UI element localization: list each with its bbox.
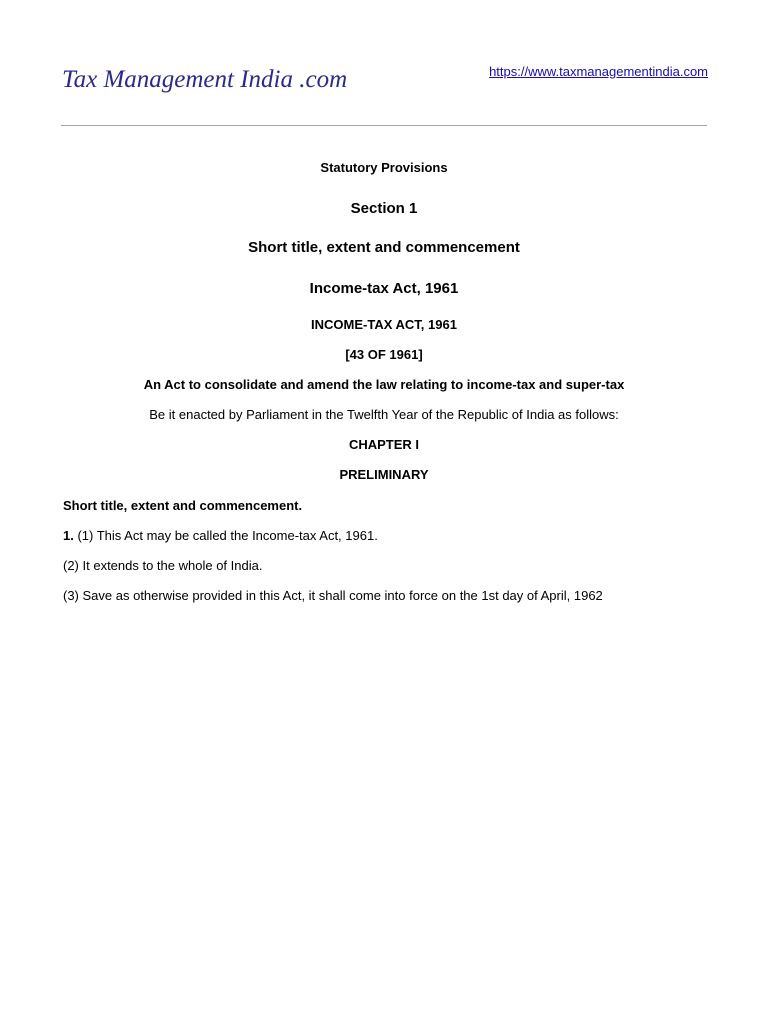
section-number: Section 1 [350,200,418,217]
site-brand-title: Tax Management India .com [62,66,348,93]
clause-text: (1) This Act may be called the Income-tax Act, 1961. [73,528,378,543]
clause-number: 1. [63,528,74,543]
provision-heading: Short title, extent and commencement. [63,498,303,513]
clause-text: (2) It extends to the whole of India. [63,558,263,573]
header-divider [61,125,707,126]
act-name-caps: INCOME-TAX ACT, 1961 [311,317,457,332]
document-category: Statutory Provisions [320,160,448,175]
site-url-link[interactable]: https://www.taxmanagementindia.com [489,64,708,79]
clause-text: (3) Save as otherwise provided in this Act, it shall come into force on the 1st day of April, 1962 [63,588,603,603]
act-long-title: An Act to consolidate and amend the law relating to income-tax and super-tax [143,377,625,392]
clause-3 [63,588,603,603]
chapter-title: PRELIMINARY [339,467,429,482]
act-number: [43 OF 1961] [345,347,423,362]
act-name: Income-tax Act, 1961 [309,280,459,297]
clause-2 [63,558,262,573]
chapter-number: CHAPTER I [348,437,420,452]
clause-1 [63,528,378,543]
enacting-formula: Be it enacted by Parliament in the Twelfth Year of the Republic of India as follows: [149,407,619,422]
section-title: Short title, extent and commencement [248,239,520,256]
